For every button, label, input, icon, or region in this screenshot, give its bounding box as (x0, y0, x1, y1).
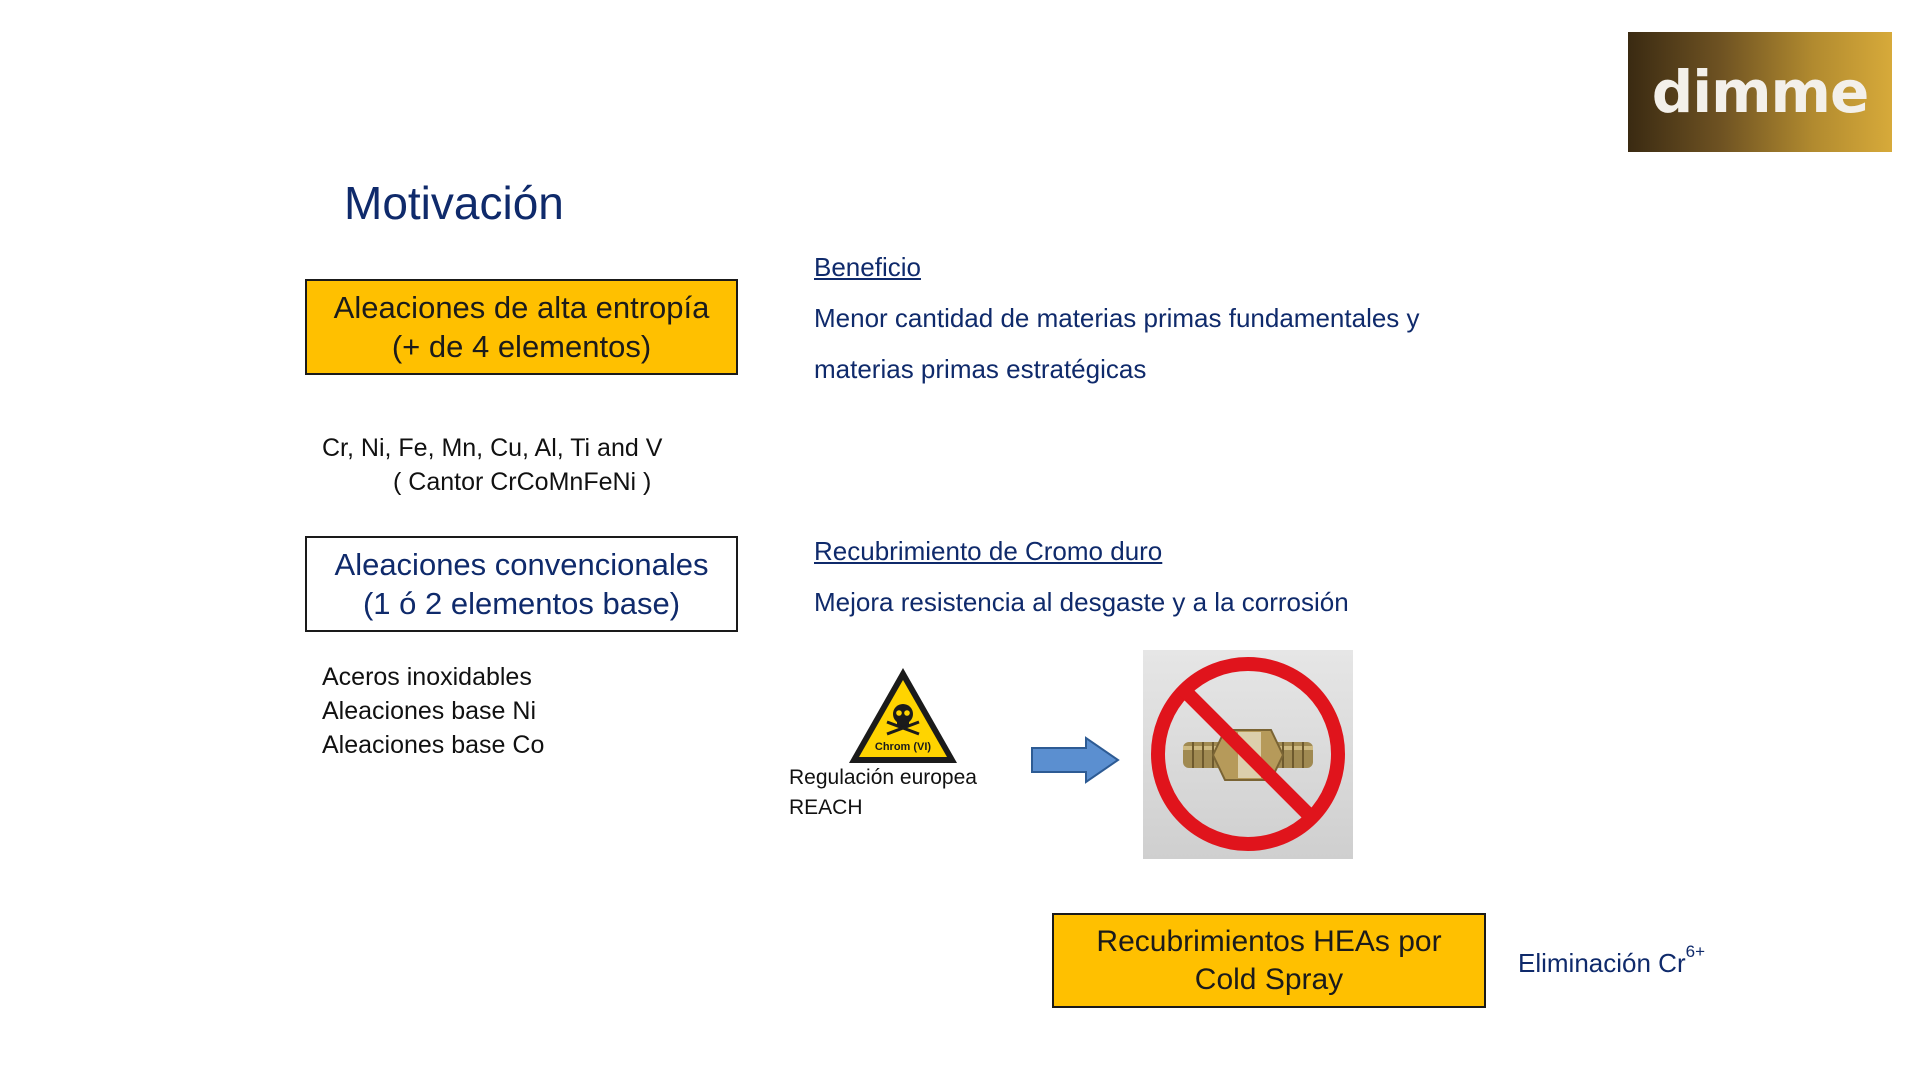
conventional-box-line1: Aleaciones convencionales (334, 547, 709, 582)
elimination-text (1518, 942, 1705, 979)
dimme-logo (1628, 32, 1892, 152)
list-item: Aleaciones base Ni (322, 697, 537, 725)
benefit-line2: materias primas estratégicas (814, 354, 1147, 384)
hazard-warning-skull-icon (845, 664, 961, 767)
cold-spray-box (1052, 913, 1486, 1008)
benefit-heading: Beneficio (814, 252, 921, 282)
warning-caption (789, 763, 977, 823)
warning-caption-line2: REACH (789, 796, 863, 819)
right-arrow-icon (1030, 736, 1120, 784)
warning-caption-line1: Regulación europea (789, 766, 977, 789)
slide-title: Motivación (344, 177, 564, 229)
elements-line2: ( Cantor CrCoMnFeNi ) (393, 468, 652, 496)
list-item: Aceros inoxidables (322, 663, 532, 691)
hea-box-line2: (+ de 4 elementos) (391, 329, 652, 364)
hea-box-line1: Aleaciones de alta entropía (333, 290, 710, 325)
chrome-heading: Recubrimiento de Cromo duro (814, 536, 1163, 566)
cold-spray-line2: Cold Spray (1194, 962, 1344, 996)
conventional-list (322, 660, 544, 762)
conventional-box-line2: (1 ó 2 elementos base) (362, 586, 681, 621)
elements-line1: Cr, Ni, Fe, Mn, Cu, Al, Ti and V (322, 434, 663, 462)
chrome-text: Mejora resistencia al desgaste y a la corrosión (814, 587, 1349, 617)
sign-label: Chrom (VI) (874, 741, 932, 753)
elimination-label: Eliminación Cr (1518, 948, 1686, 978)
benefit-line1: Menor cantidad de materias primas fundamentales y (814, 303, 1420, 333)
prohibited-bolt-photo (1143, 650, 1353, 859)
elimination-superscript: 6+ (1685, 942, 1705, 961)
logo-text: dimme (1651, 58, 1869, 126)
hea-box (305, 279, 738, 375)
cold-spray-line1: Recubrimientos HEAs por (1096, 924, 1442, 958)
list-item: Aleaciones base Co (322, 731, 545, 759)
conventional-box (305, 536, 738, 632)
